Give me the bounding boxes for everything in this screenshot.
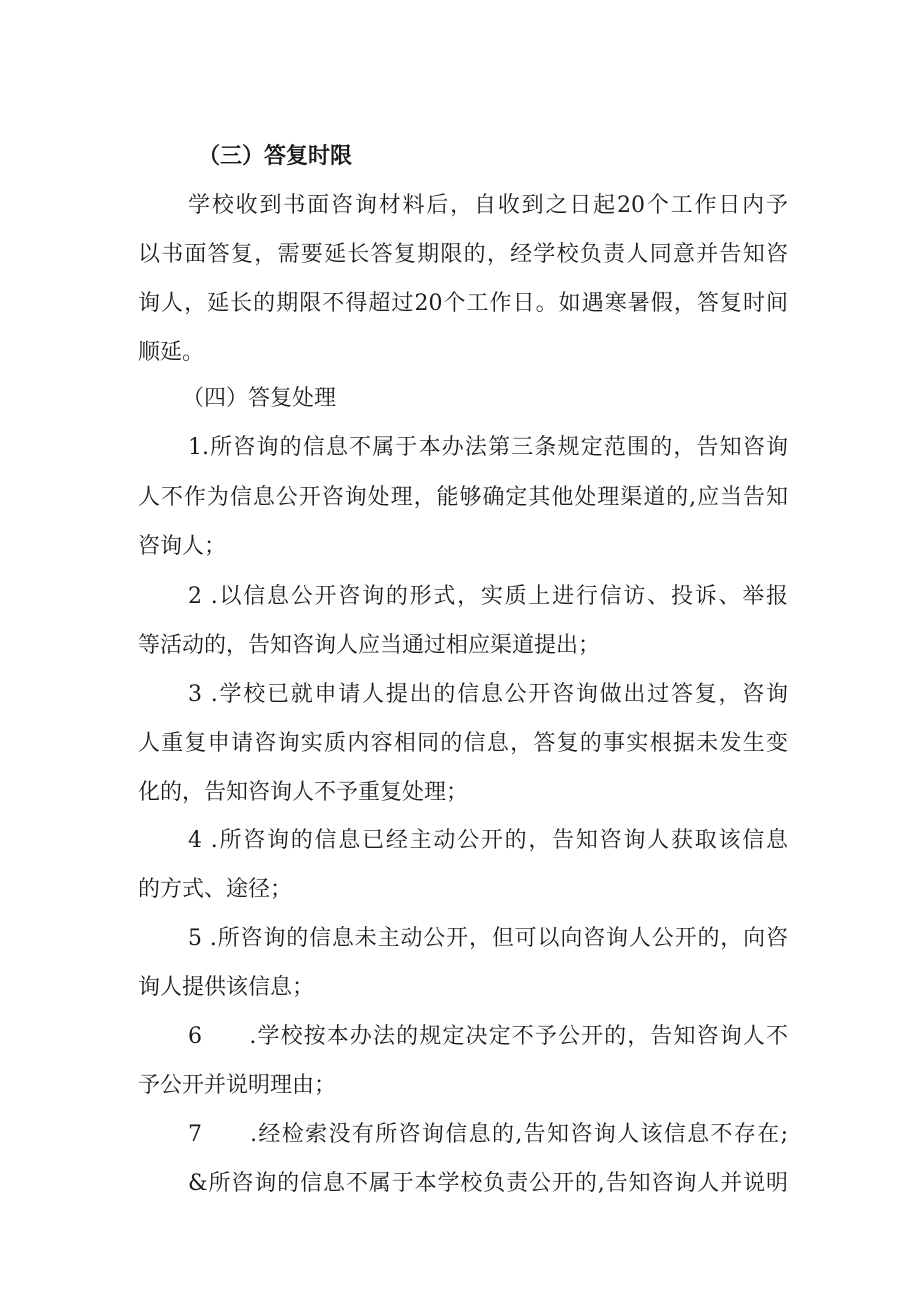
list-item-line: 7 .经检索没有所咨询信息的,告知咨询人该信息不存在;	[188, 1122, 788, 1147]
list-item-line: 6 .学校按本办法的规定决定不予公开的，告知咨询人不	[188, 1024, 788, 1049]
list-item-line: 2 .以信息公开咨询的形式，实质上进行信访、投诉、举报	[188, 584, 788, 609]
list-item-line: 询人提供该信息；	[138, 975, 315, 1000]
list-item-line: 4 .所咨询的信息已经主动公开的，告知咨询人获取该信息	[188, 828, 788, 853]
list-item-line: 的方式、途径；	[138, 877, 293, 902]
list-item-line: 人重复申请咨询实质内容相同的信息，答复的事实根据未发生变	[138, 731, 788, 756]
paragraph-line: 以书面答复，需要延长答复期限的，经学校负责人同意并告知咨	[138, 242, 788, 267]
list-item-line: &所咨询的信息不属于本学校负责公开的,告知咨询人并说明	[188, 1171, 788, 1196]
list-item-line: 咨询人；	[138, 534, 227, 559]
list-item-line: 3 .学校已就申请人提出的信息公开咨询做出过答复，咨询	[188, 682, 788, 707]
list-item-line: 等活动的，告知咨询人应当通过相应渠道提出；	[138, 633, 601, 658]
section-heading-reply-handling: （四）答复处理	[182, 386, 337, 411]
list-item-line: 1.所咨询的信息不属于本办法第三条规定范围的，告知咨询	[188, 435, 788, 460]
list-item-line: 化的，告知咨询人不予重复处理；	[138, 780, 469, 805]
section-heading-reply-time-limit: （三）答复时限	[198, 143, 353, 169]
list-item-line: 5 .所咨询的信息未主动公开，但可以向咨询人公开的，向咨	[188, 926, 788, 951]
paragraph-line: 询人，延长的期限不得超过20个工作日。如遇寒暑假，答复时间	[138, 291, 788, 316]
paragraph-line: 学校收到书面咨询材料后，自收到之日起20个工作日内予	[188, 193, 788, 218]
list-item-line: 人不作为信息公开咨询处理，能够确定其他处理渠道的,应当告知	[138, 485, 788, 510]
list-item-line: 予公开并说明理由；	[138, 1073, 337, 1098]
paragraph-line: 顺延。	[138, 340, 205, 365]
